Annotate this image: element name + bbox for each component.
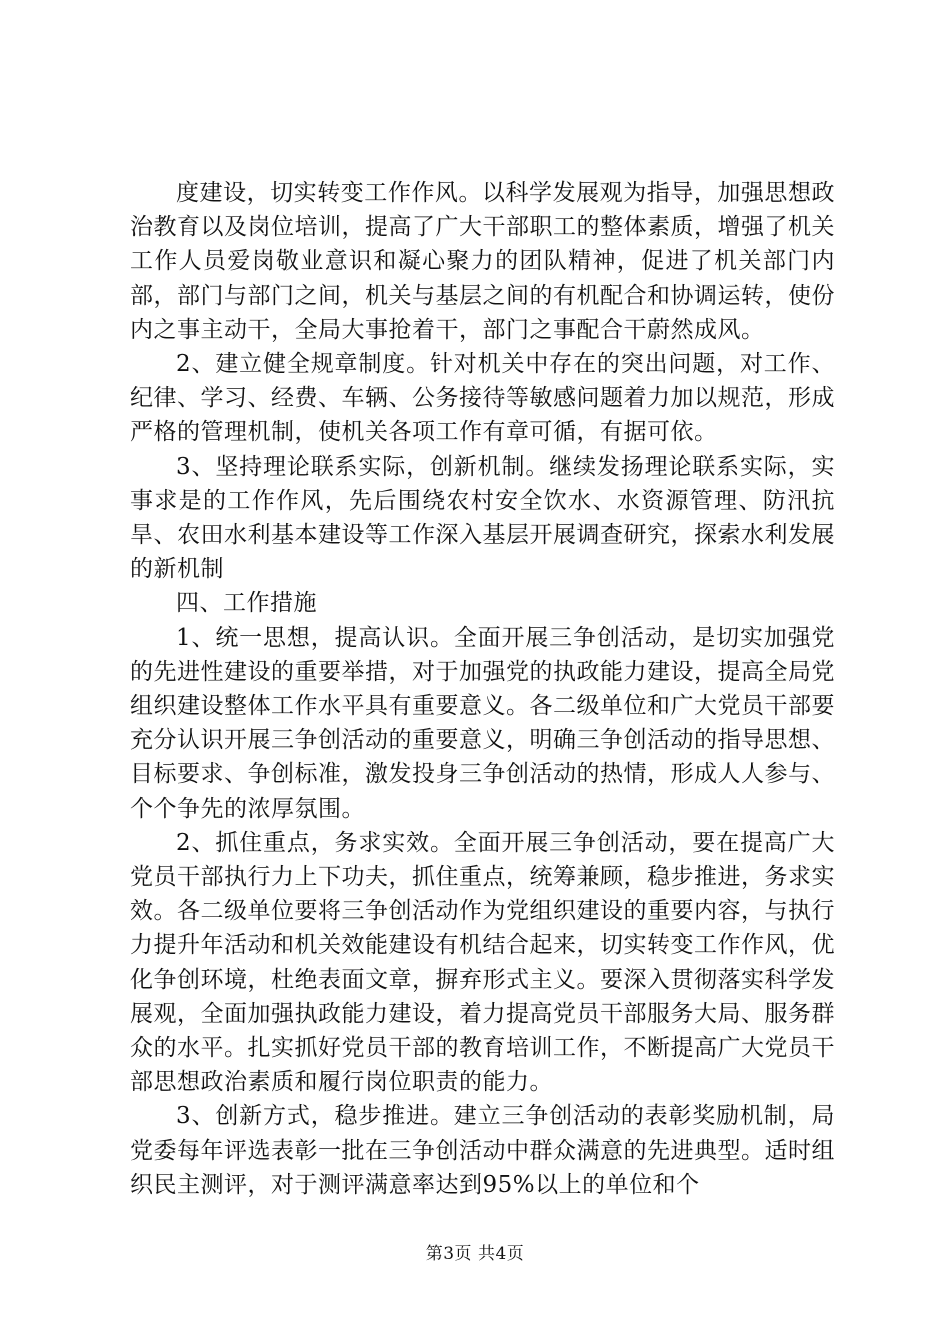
paragraph-3: 3、坚持理论联系实际，创新机制。继续发扬理论联系实际，实事求是的工作作风，先后围绕农村安全饮水、水资源管理、防汛抗旱、农田水利基本建设等工作深入基层开展调查研究，探索水利发展的新机制 <box>130 453 835 583</box>
paragraph-6: 3、创新方式，稳步推进。建立三争创活动的表彰奖励机制，局党委每年评选表彰一批在三争创活动中群众满意的先进典型。适时组织民主测评，对于测评满意率达到95%以上的单位和个 <box>130 1103 835 1198</box>
paragraph-2: 2、建立健全规章制度。针对机关中存在的突出问题，对工作、纪律、学习、经费、车辆、公务接待等敏感问题着力加以规范，形成严格的管理机制，使机关各项工作有章可循，有据可依。 <box>130 351 835 446</box>
section-heading: 四、工作措施 <box>176 590 317 617</box>
paragraph-1: 度建设，切实转变工作作风。以科学发展观为指导，加强思想政治教育以及岗位培训，提高了广大干部职工的整体素质，增强了机关工作人员爱岗敬业意识和凝心聚力的团队精神，促进了机关部门内部，部门与部门之间，机关与基层之间的有机配合和协调运转，使份内之事主动干，全局大事抢着干，部门之事配合干蔚然成风。 <box>130 180 835 343</box>
document-body <box>130 176 835 1202</box>
paragraph-4: 1、统一思想，提高认识。全面开展三争创活动，是切实加强党的先进性建设的重要举措，对于加强党的执政能力建设，提高全局党组织建设整体工作水平具有重要意义。各二级单位和广大党员干部要充分认识开展三争创活动的重要意义，明确三争创活动的指导思想、目标要求、争创标准，激发投身三争创活动的热情，形成人人参与、个个争先的浓厚氛围。 <box>130 624 835 822</box>
paragraph-5: 2、抓住重点，务求实效。全面开展三争创活动，要在提高广大党员干部执行力上下功夫，抓住重点，统筹兼顾，稳步推进，务求实效。各二级单位要将三争创活动作为党组织建设的重要内容，与执行力提升年活动和机关效能建设有机结合起来，切实转变工作作风，优化争创环境，杜绝表面文章，摒弃形式主义。要深入贯彻落实科学发展观，全面加强执政能力建设，着力提高党员干部服务大局、服务群众的水平。扎实抓好党员干部的教育培训工作，不断提高广大党员干部思想政治素质和履行岗位职责的能力。 <box>130 829 835 1096</box>
page-footer: 第3页 共4页 <box>425 1244 525 1264</box>
